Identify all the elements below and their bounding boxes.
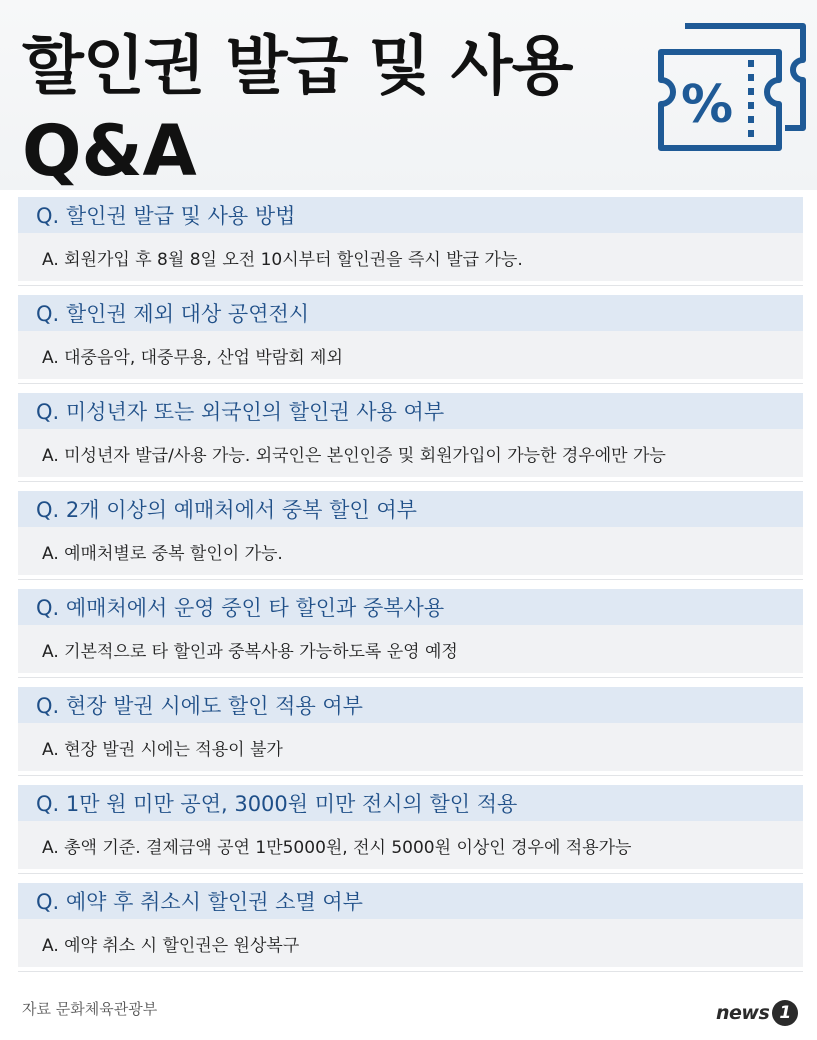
qa-item: [18, 785, 803, 883]
divider: [18, 481, 803, 482]
news1-logo: [716, 998, 798, 1028]
qa-item: [18, 393, 803, 491]
divider: [18, 971, 803, 972]
logo-text: news: [716, 1002, 770, 1024]
question: Q. 할인권 발급 및 사용 방법: [18, 197, 803, 233]
question: Q. 예매처에서 운영 중인 타 할인과 중복사용: [18, 589, 803, 625]
qa-item: [18, 883, 803, 981]
svg-text:%: %: [681, 75, 734, 135]
page-title: 할인권 발급 및 사용: [22, 30, 573, 104]
question: Q. 미성년자 또는 외국인의 할인권 사용 여부: [18, 393, 803, 429]
answer: A. 회원가입 후 8월 8일 오전 10시부터 할인권을 즉시 발급 가능.: [18, 233, 803, 281]
divider: [18, 383, 803, 384]
source-credit: 자료 문화체육관광부: [22, 1000, 158, 1018]
header: [0, 0, 817, 190]
answer: A. 현장 발권 시에는 적용이 불가: [18, 723, 803, 771]
question: Q. 현장 발권 시에도 할인 적용 여부: [18, 687, 803, 723]
answer: A. 예약 취소 시 할인권은 원상복구: [18, 919, 803, 967]
answer: A. 예매처별로 중복 할인이 가능.: [18, 527, 803, 575]
divider: [18, 579, 803, 580]
percent-ticket-icon: [655, 18, 810, 158]
qa-item: [18, 687, 803, 785]
question: Q. 2개 이상의 예매처에서 중복 할인 여부: [18, 491, 803, 527]
divider: [18, 285, 803, 286]
page-subtitle: Q&A: [22, 110, 197, 192]
answer: A. 대중음악, 대중무용, 산업 박람회 제외: [18, 331, 803, 379]
question: Q. 1만 원 미만 공연, 3000원 미만 전시의 할인 적용: [18, 785, 803, 821]
question: Q. 예약 후 취소시 할인권 소멸 여부: [18, 883, 803, 919]
qa-item: [18, 589, 803, 687]
logo-badge: 1: [772, 1000, 798, 1026]
qa-list: [18, 197, 803, 981]
divider: [18, 677, 803, 678]
qa-item: [18, 295, 803, 393]
divider: [18, 873, 803, 874]
answer: A. 기본적으로 타 할인과 중복사용 가능하도록 운영 예정: [18, 625, 803, 673]
qa-item: [18, 197, 803, 295]
answer: A. 미성년자 발급/사용 가능. 외국인은 본인인증 및 회원가입이 가능한 경우에만 가능: [18, 429, 803, 477]
answer: A. 총액 기준. 결제금액 공연 1만5000원, 전시 5000원 이상인 경우에 적용가능: [18, 821, 803, 869]
question: Q. 할인권 제외 대상 공연전시: [18, 295, 803, 331]
divider: [18, 775, 803, 776]
qa-item: [18, 491, 803, 589]
